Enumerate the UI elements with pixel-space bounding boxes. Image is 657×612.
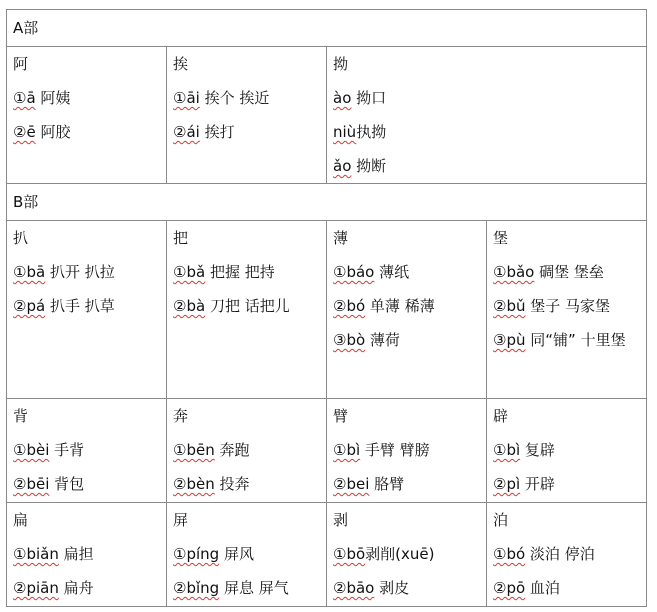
pinyin: ②pō [493, 579, 526, 597]
pinyin: ③bò [333, 331, 366, 349]
example-words: 挨打 [199, 123, 235, 141]
entry-character: 臂 [333, 407, 349, 425]
reading-line [173, 467, 326, 501]
example-words: 碉堡 堡垒 [534, 263, 604, 281]
reading-line [493, 289, 646, 323]
entry-row [7, 503, 647, 607]
pinyin: ②bèn [173, 475, 215, 493]
pinyin: ǎo [333, 157, 352, 175]
reading-line [13, 81, 166, 115]
reading-line [493, 467, 646, 501]
pinyin: ①bì [493, 441, 521, 459]
entry-cell [487, 503, 647, 607]
example-words: 扒手 扒草 [45, 297, 115, 315]
entry-row [7, 221, 647, 399]
entry-character: 奔 [173, 407, 189, 425]
pinyin: ①biǎn [13, 545, 59, 563]
pinyin: ①báo [333, 263, 375, 281]
reading-line [173, 537, 326, 571]
reading-line [13, 537, 166, 571]
reading-line [333, 289, 486, 323]
pinyin: ①bì [333, 441, 361, 459]
reading-line [333, 115, 646, 149]
example-words: 阿胶 [35, 123, 71, 141]
pinyin: ②bǔ [493, 297, 526, 315]
reading-line [173, 81, 326, 115]
entry-character: 堡 [493, 229, 509, 247]
example-words: 薄纸 [374, 263, 410, 281]
example-words: 奔跑 [214, 441, 250, 459]
entry-character: 拗 [333, 55, 349, 73]
entry-row [7, 47, 647, 184]
pinyin: ②ē [13, 123, 36, 141]
entry-character: 剥 [333, 511, 349, 529]
pinyin: ②bà [173, 297, 206, 315]
pinyin: ①bèi [13, 441, 50, 459]
example-words: 屏息 屏气 [219, 579, 289, 597]
reading-line [13, 467, 166, 501]
reading-line [493, 537, 646, 571]
example-words: 拗口 [351, 89, 387, 107]
pinyin: ①píng [173, 545, 220, 563]
reading-line [13, 571, 166, 605]
example-words: 血泊 [525, 579, 560, 597]
example-words: 淡泊 停泊 [525, 545, 595, 563]
section-header-row [7, 10, 647, 47]
example-words: 把握 把持 [205, 263, 275, 281]
pinyin: ①bó [493, 545, 526, 563]
reading-line [333, 255, 486, 289]
example-words: 剥皮 [374, 579, 410, 597]
reading-line [333, 81, 646, 115]
reading-line [13, 115, 166, 149]
example-words: 复辟 [520, 441, 555, 459]
section-header-row [7, 184, 647, 221]
example-words: 手臂 臂膀 [360, 441, 430, 459]
reading-line [493, 571, 646, 605]
reading-line [173, 433, 326, 467]
entry-cell [487, 221, 647, 399]
example-words: 胳臂 [369, 475, 405, 493]
reading-line [333, 323, 486, 357]
entry-cell [167, 47, 327, 184]
example-words: 扁舟 [58, 579, 94, 597]
pinyin: ①bēn [173, 441, 215, 459]
entry-cell [7, 503, 167, 607]
example-words: 开辟 [520, 475, 555, 493]
pinyin: ②piān [13, 579, 59, 597]
example-words: 同“铺” 十里堡 [525, 331, 626, 349]
reading-line [333, 467, 486, 501]
entry-cell [7, 221, 167, 399]
reading-line [493, 255, 646, 289]
entry-cell [327, 503, 487, 607]
entry-cell [327, 47, 647, 184]
entry-character: 屏 [173, 511, 189, 529]
pinyin: ②bāo [333, 579, 375, 597]
polyphone-table [6, 9, 647, 607]
reading-line [173, 255, 326, 289]
entry-row [7, 399, 647, 503]
reading-line [493, 323, 646, 355]
entry-cell [327, 221, 487, 399]
reading-line [333, 537, 486, 571]
entry-character: 挨 [173, 55, 189, 73]
polyphone-table-body [7, 10, 647, 607]
pinyin: ①bǎ [173, 263, 206, 281]
reading-line [333, 433, 486, 467]
pinyin: ②bēi [13, 475, 50, 493]
example-words: 扁担 [58, 545, 94, 563]
entry-character: 扒 [13, 229, 29, 247]
entry-character: 薄 [333, 229, 349, 247]
entry-character: 扁 [13, 511, 29, 529]
example-words: 手背 [49, 441, 85, 459]
pinyin: ②pá [13, 297, 46, 315]
entry-cell [327, 399, 487, 503]
pinyin: ①āi [173, 89, 200, 107]
pinyin: ②bǐng [173, 579, 220, 597]
entry-character: 阿 [13, 55, 29, 73]
example-words: 薄荷 [365, 331, 400, 349]
pinyin: ②pì [493, 475, 521, 493]
reading-line [493, 433, 646, 467]
pinyin: ②ái [173, 123, 200, 141]
entry-cell [167, 221, 327, 399]
example-words: 阿姨 [35, 89, 71, 107]
entry-cell [7, 47, 167, 184]
example-words: 堡子 马家堡 [525, 297, 611, 315]
example-words: 扒开 扒拉 [45, 263, 115, 281]
entry-cell [7, 399, 167, 503]
reading-line [13, 433, 166, 467]
pinyin: ào [333, 89, 352, 107]
pinyin: ①bā [13, 263, 46, 281]
example-words: 背包 [49, 475, 85, 493]
example-words: 屏风 [219, 545, 254, 563]
reading-line [173, 571, 326, 605]
pinyin: niù [333, 123, 357, 141]
example-words: 投奔 [214, 475, 250, 493]
example-words: 拗断 [351, 157, 387, 175]
entry-cell [487, 399, 647, 503]
reading-line [13, 255, 166, 289]
pinyin: ①ā [13, 89, 36, 107]
example-words: 执拗 [356, 123, 387, 141]
entry-character: 把 [173, 229, 189, 247]
entry-character: 辟 [493, 407, 509, 425]
section-title: A部 [7, 10, 647, 47]
reading-line [333, 571, 486, 605]
reading-line [333, 149, 646, 183]
pinyin: ②bei [333, 475, 370, 493]
reading-line [173, 115, 326, 149]
entry-cell [167, 503, 327, 607]
entry-character: 泊 [493, 511, 509, 529]
example-words: 剥削(xuē) [365, 545, 435, 563]
pinyin: ③pù [493, 331, 526, 349]
section-title: B部 [7, 184, 647, 221]
pinyin: ①bō [333, 545, 366, 563]
entry-cell [167, 399, 327, 503]
pinyin: ①bǎo [493, 263, 535, 281]
entry-character: 背 [13, 407, 29, 425]
pinyin: ②bó [333, 297, 366, 315]
example-words: 刀把 话把儿 [205, 297, 290, 315]
reading-line [173, 289, 326, 323]
example-words: 挨个 挨近 [199, 89, 270, 107]
reading-line [13, 289, 166, 323]
example-words: 单薄 稀薄 [365, 297, 435, 315]
